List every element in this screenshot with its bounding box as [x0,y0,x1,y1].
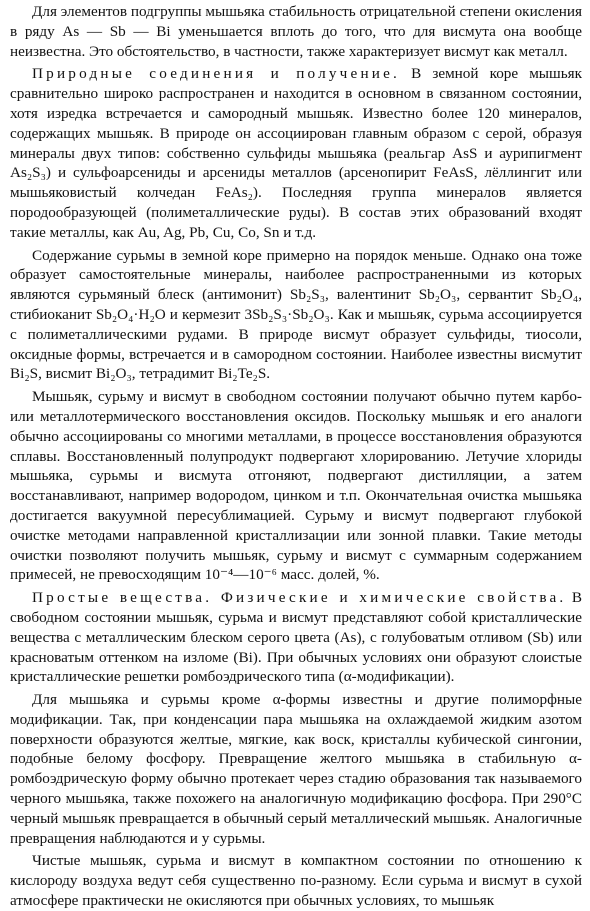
paragraph-2 [10,64,582,242]
paragraph-3-text: Содержание сурьмы в земной коре примерно на порядок меньше. Однако она тоже образует самостоятельные минералы, наиболее распространенными из которых являются сурьмяный блеск (антимонит) Sb₂S₃, валентинит Sb₂O₃, сервантит Sb₂O₄, стибиоканит Sb₂O₄·H₂O и кермезит 3Sb₂S₃·Sb₂O₃. Как и мышьяк, сурьма ассоциируется с полиметаллическими рудами. В природе висмут образует сульфиды, тиосоли, оксидные формы, встречается и в самородном состоянии. Наиболее известны висмутит Bi₂S, висмит Bi₂O₃, тетрадимит Bi₂Te₂S. [10,246,582,383]
paragraph-6 [10,690,582,848]
paragraph-1-text: Для элементов подгруппы мышьяка стабильность отрицательной степени окисления в ряду As — Sb — Bi уменьшается вплоть до того, что для висмута она вообще неизвестна. Это обстоятельство, в частности, также характеризует висмут как металл. [10,3,582,60]
paragraph-5 [10,588,582,687]
paragraph-4 [10,387,582,585]
paragraph-2-text: В земной коре мышьяк сравнительно широко распространен и находится в основном в связанном состоянии, хотя изредка встречается и самородный мышьяк. Известно более 120 минералов, содержащих мышьяк. В природе он ассоциирован главным образом с серой, образуя минералы двух типов: собственно сульфиды мышьяка (реальгар AsS и аурипигмент As₂S₃) и сульфоарсениды и арсениды металлов (арсенопирит FeAsS, лёллингит или мышьяковистый колчедан FeAs₂). Последняя группа минералов является породообразующей (полиметаллические руды). В состав этих образований входят такие металлы, как Au, Ag, Pb, Cu, Co, Sn и т.д. [10,65,582,241]
paragraph-3 [10,246,582,385]
paragraph-6-text: Для мышьяка и сурьмы кроме α-формы известны и другие полиморфные модификации. Так, при конденсации пара мышьяка на охлаждаемой жидким азотом поверхности образуются желтые, мягкие, как воск, кристаллы кубической сингонии, подобные белому фосфору. Превращение желтого мышьяка в стабильную α-ромбоэдрическую форму обычно протекает через стадию образования так называемого черного мышьяка, также похожего на аналогичную модификацию фосфора. При 290°C черный мышьяк превращается в обычный серый металлический мышьяк. Аналогичные превращения наблюдаются и у сурьмы. [10,691,582,847]
paragraph-1 [10,2,582,61]
section-heading-simple-substances: Простые вещества. Физические и химические свойства. [32,589,567,607]
paragraph-7-text: Чистые мышьяк, сурьма и висмут в компактном состоянии по отношению к кислороду воздуха ведут себя существенно по-разному. Если сурьма и висмут в сухой атмосфере практически не окисляются при обычных условиях, то мышьяк [10,852,582,910]
paragraph-4-text: Мышьяк, сурьму и висмут в свободном состоянии получают обычно путем карбо- или металлотермического восстановления оксидов. Поскольку мышьяк и его аналоги обычно ассоциированы со многими металлами, в процессе восстановления образуются сплавы. Восстановленный полупродукт подвергают хлорированию. Летучие хлориды мышьяка, сурьмы и висмута отгоняют, подвергают дистилляции, а затем восстанавливают, например водородом, цинком и т.п. Окончательная очистка мышьяка достигается вакуумной пересублимацией. Сурьму и висмут подвергают глубокой очистке методами направленной кристаллизации или зонной плавки. Такие методы очистки позволяют получить мышьяк, сурьму и висмут с суммарным содержанием примесей, не превосходящим 10⁻⁴—10⁻⁶ масс. долей, %. [10,388,582,584]
section-heading-natural-compounds: Природные соединения и получение. [32,65,401,83]
paragraph-5-text: В свободном состоянии мышьяк, сурьма и висмут представляют собой кристаллические вещества с металлическим блеском серого цвета (As), с голубоватым отливом (Sb) или красноватым оттенком на изломе (Bi). При обычных условиях они образуют слоистые кристаллические решетки ромбоэдрического типа (α-модификации). [10,589,582,686]
paragraph-7 [10,851,582,910]
